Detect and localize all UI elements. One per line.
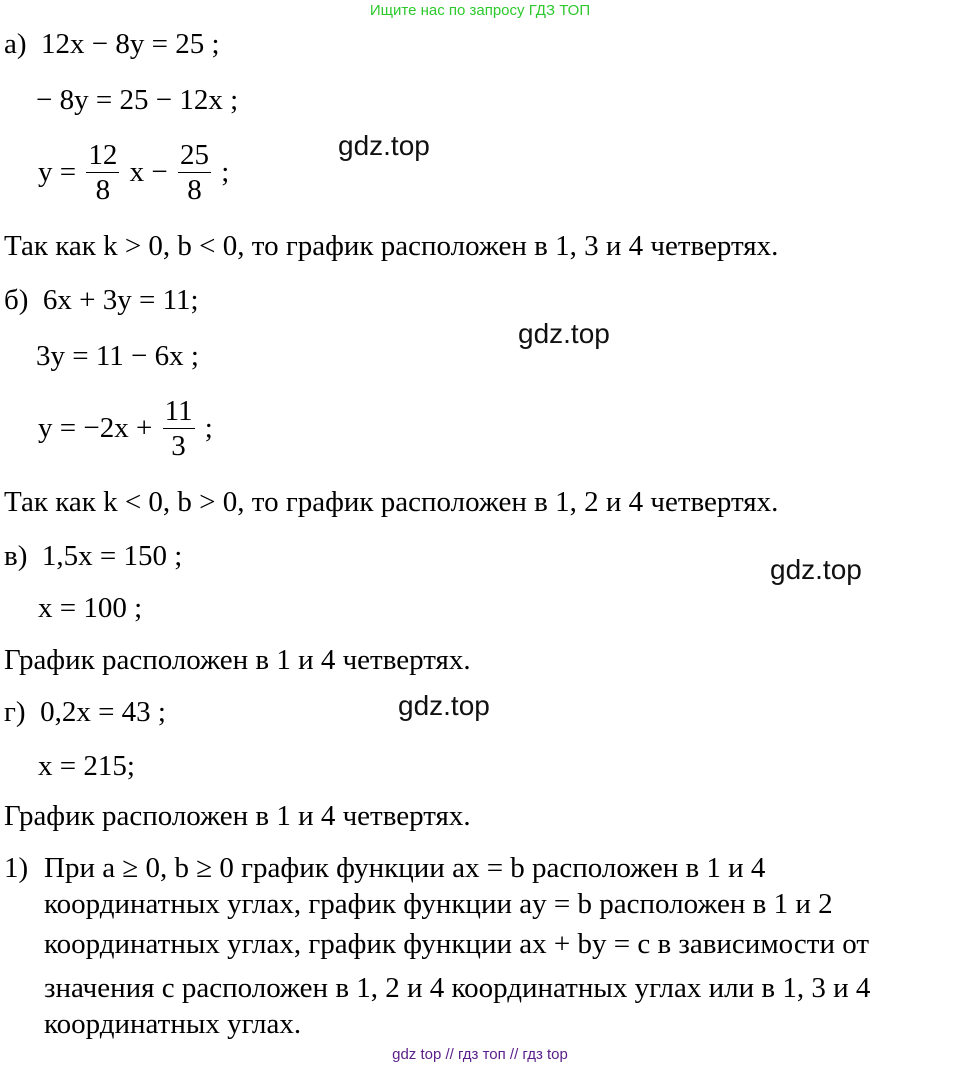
fraction-25-8: $\frac{25}{8}$ xyxy=(179,139,209,206)
part-v-eq1 xyxy=(4,540,182,573)
part-g-equation-2: x = 215; xyxy=(38,750,135,782)
part-g-eq1 xyxy=(4,696,166,729)
fraction-11-3: $\frac{11}{3}$ xyxy=(164,395,193,462)
note-line-2: координатных углах, график функции ay = b расположен в 1 и 2 xyxy=(44,888,833,920)
part-v-conclusion: График расположен в 1 и 4 четвертях. xyxy=(4,644,471,676)
part-a-equation-2: − 8y = 25 − 12x ; xyxy=(36,84,239,116)
watermark: gdz.top xyxy=(338,130,430,161)
part-a-eq1 xyxy=(4,28,220,61)
eq3-left: y = xyxy=(38,156,77,188)
part-v-equation-2: x = 100 ; xyxy=(38,592,143,624)
part-b-conclusion: Так как k < 0, b > 0, то график расположен в 1, 2 и 4 четвертях. xyxy=(4,486,779,518)
watermark: gdz.top xyxy=(770,554,862,585)
part-b-label: б) xyxy=(4,284,29,316)
part-b-equation-1: 6x + 3y = 11; xyxy=(42,284,199,316)
footer-watermark: gdz top // гдз топ // гдз top xyxy=(392,1046,568,1063)
part-g-conclusion: График расположен в 1 и 4 четвертях. xyxy=(4,800,471,832)
note-label: 1) xyxy=(4,852,29,884)
part-b-equation-2: 3y = 11 − 6x ; xyxy=(36,340,199,372)
note-line-1: При a ≥ 0, b ≥ 0 график функции ax = b расположен в 1 и 4 xyxy=(44,852,766,884)
part-b-equation-3: y = −2x + $\frac{11}{3}$ ; xyxy=(38,395,213,462)
part-b-eq1 xyxy=(4,284,199,317)
part-v-equation-1: 1,5x = 150 ; xyxy=(41,540,183,572)
fraction-12-8: $\frac{12}{8}$ xyxy=(88,139,118,206)
watermark: gdz.top xyxy=(518,318,610,349)
note-line-5: координатных углах. xyxy=(44,1008,302,1040)
part-a-equation-3: y = $\frac{12}{8}$ x − $\frac{25}{8}$ ; xyxy=(38,139,230,206)
part-g-equation-1: 0,2x = 43 ; xyxy=(40,696,166,728)
watermark: gdz.top xyxy=(398,690,490,721)
part-g-label: г) xyxy=(4,696,26,728)
top-banner: Ищите нас по запросу ГДЗ ТОП xyxy=(369,2,591,19)
part-a-label: а) xyxy=(4,28,27,60)
part-a-equation-1: 12x − 8y = 25 ; xyxy=(41,28,220,60)
note-line-3: координатных углах, график функции ax + by = c в зависимости от xyxy=(44,928,869,960)
part-v-label: в) xyxy=(4,540,28,572)
part-a-conclusion: Так как k > 0, b < 0, то график расположен в 1, 3 и 4 четвертях. xyxy=(4,230,779,262)
note-line-4: значения c расположен в 1, 2 и 4 координатных углах или в 1, 3 и 4 xyxy=(44,972,871,1004)
